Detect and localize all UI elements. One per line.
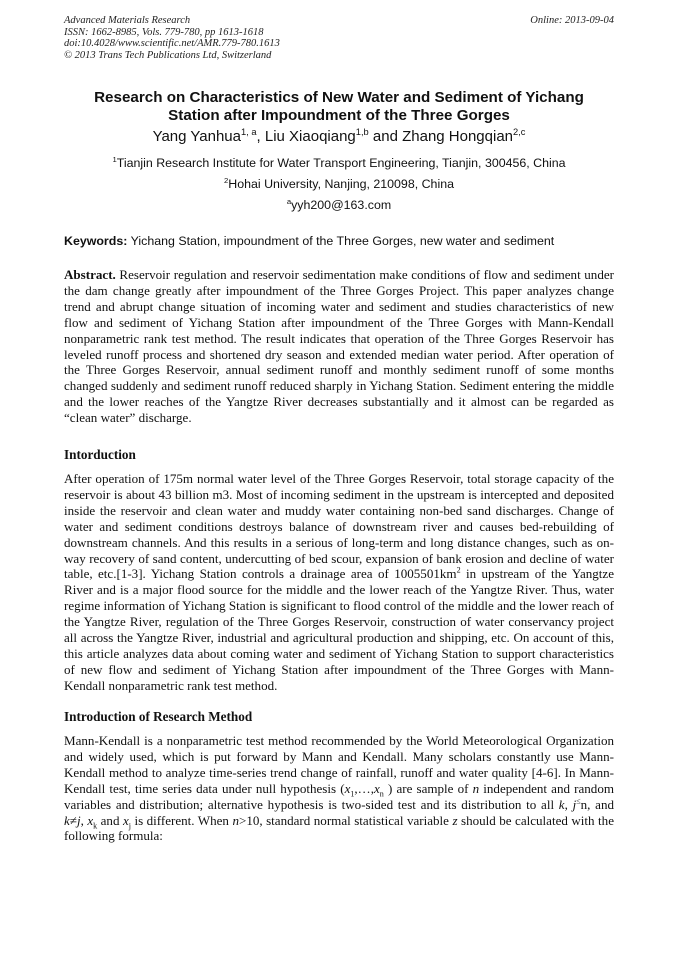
method-text: >10, standard normal statistical variable xyxy=(238,812,453,828)
author-name: Yang Yanhua xyxy=(152,128,241,145)
math-dots: ,…, xyxy=(354,780,374,796)
author-affil-sup: 1,b xyxy=(355,127,369,137)
affiliation-sup: 2 xyxy=(224,175,229,185)
title-line-2: Station after Impoundment of the Three Gorges xyxy=(168,107,510,124)
math-var: x xyxy=(87,812,94,828)
method-text: , xyxy=(564,796,573,812)
copyright-line: © 2013 Trans Tech Publications Ltd, Switzerland xyxy=(64,49,272,61)
journal-name: Advanced Materials Research xyxy=(64,15,191,26)
math-sub: j xyxy=(128,821,131,831)
author-separator: and xyxy=(368,128,403,145)
method-text: should be calculated with the following formula: xyxy=(64,812,614,844)
online-date: Online: 2013-09-04 xyxy=(530,15,614,26)
affiliation-text: Hohai University, Nanjing, 210098, China xyxy=(228,177,454,191)
author-name: Zhang Hongqian xyxy=(402,128,514,145)
math-sup: ≤ xyxy=(576,796,581,806)
author-separator: , xyxy=(256,128,265,145)
keywords-label: Keywords: xyxy=(64,234,128,248)
math-var: j xyxy=(572,796,577,812)
keywords xyxy=(64,234,614,249)
journal-header xyxy=(64,15,614,61)
math-var: x xyxy=(373,780,380,796)
introduction-paragraph xyxy=(64,471,614,694)
author-affil-sup: 1, a xyxy=(241,127,257,137)
section-heading-method: Introduction of Research Method xyxy=(64,709,253,724)
method-text: and xyxy=(97,812,123,828)
method-text: ) are sample of xyxy=(383,780,473,796)
email-sup: a xyxy=(286,196,292,206)
keywords-text: Yichang Station, impoundment of the Three Gorges, new water and sediment xyxy=(127,234,555,248)
author-list xyxy=(64,128,614,146)
math-var: n xyxy=(472,780,480,796)
math-var: n xyxy=(232,812,239,828)
intro-text: After operation of 175m normal water level of the Three Gorges Reservoir, total storage capacity of the reservoir is about 43 billion m3. Most of incoming sediment in the upstream is intercepted and deposited inside the reservoir and clean water and muddy water containing non-bed sand discharges. Change of water and sediment conditions destroys balance of downstream river and causes bed-rebuilding of downstream channels. And this results in a serious of long-term and long distance changes, such as on-way recovery of sand content, undercutting of bed scour, expansion of bank erosion and decline of water table, etc.[1-3]. Yichang Station controls a drainage area of 1005501km xyxy=(64,471,614,582)
math-var: k xyxy=(558,796,565,812)
method-text: Mann-Kendall is a nonparametric test method recommended by the World Meteorological Organization and widely used, which is put forward by Mann and Kendall. Many scholars constantly use Mann-Kendall method to analyze time-series trend change of rainfall, runoff and water quality [4-6]. In Mann-Kendall test, time series data under null hypothesis ( xyxy=(64,733,614,796)
author-affil-sup: 2,c xyxy=(513,127,526,137)
method-text: n, and xyxy=(580,796,615,812)
doi-line[interactable]: doi:10.4028/www.scientific.net/AMR.779-780.1613 xyxy=(64,38,280,49)
abstract xyxy=(64,267,614,426)
abstract-text: Reservoir regulation and reservoir sedimentation make conditions of flow and sediment under the dam change greatly after impoundment of the Three Gorges Project. This paper analyzes change trend and abrupt change situation of incoming water and sediment and studies characteristics of new flow and sediment of Yichang Station after impoundment of the Three Gorges with Mann-Kendall nonparametric rank test method. The result indicates that operation of the Three Gorges Reservoir has leveled runoff process and shortened dry season and extended median water period. After operation of the Three Gorges Reservoir, annual sediment runoff and monthly sediment runoff of some months changed suddenly and sediment runoff reduced sharply in Yichang Station. Sediment entering the middle and the lower reaches of the Yangtze River decreases substantially and it almost can be regarded as “clean water” discharge. xyxy=(64,267,614,426)
method-paragraph xyxy=(64,733,614,844)
title-line-1: Research on Characteristics of New Water and Sediment of Yichang xyxy=(94,89,584,106)
affiliation-text: Tianjin Research Institute for Water Transport Engineering, Tianjin, 300456, China xyxy=(116,156,566,170)
author-name: Liu Xiaoqiang xyxy=(264,128,356,145)
math-sub: 1 xyxy=(350,789,355,799)
intro-sup: 2 xyxy=(456,566,461,576)
abstract-label: Abstract. xyxy=(64,267,116,282)
math-sub: n xyxy=(379,789,384,799)
math-var: x xyxy=(344,780,351,796)
affiliation-2 xyxy=(64,177,614,192)
paper-title xyxy=(64,89,614,125)
method-text: is different. When xyxy=(130,812,233,828)
math-var: x xyxy=(122,812,129,828)
method-text: , xyxy=(80,812,88,828)
section-heading-introduction: Intorduction xyxy=(64,447,136,462)
author-email xyxy=(64,198,614,213)
affiliation-1 xyxy=(64,156,614,171)
math-var: k≠j xyxy=(64,812,81,828)
intro-text: in upstream of the Yangtze River and is a major flood source for the middle and the lower reach of the Yangtze River. Thus, water regime information of Yichang Station is significant to flood control of the middle and the lower reach of the Yangtze River, regulation of the Three Gorges Reservoir, construction of water conservancy project all across the Yangtze River, industrial and agricultural production and shipping, etc. On account of this, this article analyzes data about coming water and sediment of Yichang Station to support characteristics of new flow and sediment of Yichang Station after impoundment of the Three Gorges with Mann-Kendall nonparametric rank test method. xyxy=(64,566,615,693)
method-text: independent and random variables and distribution; alternative hypothesis is two-sided test and its distribution to all xyxy=(64,780,615,812)
issn-line: ISSN: 1662-8985, Vols. 779-780, pp 1613-1618 xyxy=(64,26,264,38)
math-var: z xyxy=(452,812,458,828)
math-sub: k xyxy=(93,821,98,831)
affiliation-sup: 1 xyxy=(112,154,117,164)
email-text[interactable]: yyh200@163.com xyxy=(291,198,392,212)
